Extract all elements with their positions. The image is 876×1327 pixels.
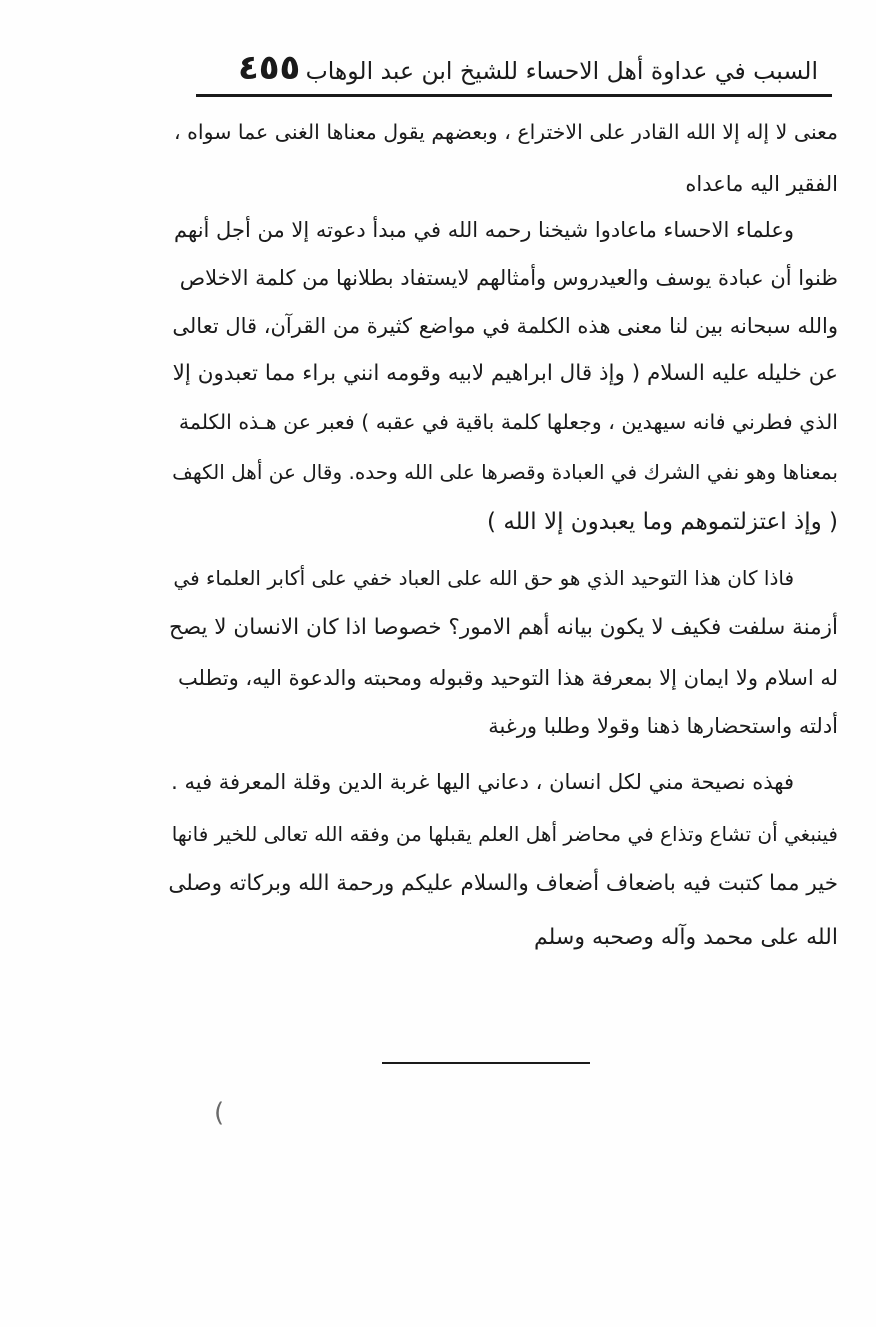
text-line: فهذه نصيحة مني لكل انسان ، دعاني اليها غربة الدين وقلة المعرفة فيه . — [171, 770, 794, 794]
header-rule — [196, 94, 832, 97]
text-line: فاذا كان هذا التوحيد الذي هو حق الله على العباد خفي على أكابر العلماء في — [173, 566, 794, 590]
text-line: فينبغي أن تشاع وتذاع في محاضر أهل العلم يقبلها من وفقه الله تعالى للخير فانها — [171, 822, 838, 846]
text-line: والله سبحانه بين لنا معنى هذه الكلمة في مواضع كثيرة من القرآن، قال تعالى — [172, 314, 838, 338]
text-line: الذي فطرني فانه سيهدين ، وجعلها كلمة باقية في عقبه ) فعبر عن هـذه الكلمة — [178, 410, 838, 434]
page-number: ٤٥٥ — [238, 48, 301, 88]
text-line: الله على محمد وآله وصحبه وسلم — [533, 925, 838, 950]
text-line: ظنوا أن عبادة يوسف والعيدروس وأمثالهم لايستفاد بطلانها من كلمة الاخلاص — [179, 266, 838, 290]
stray-ink-mark: ( — [214, 1098, 225, 1128]
text-line: أدلته واستحضارها ذهنا وقولا وطلبا ورغبة — [488, 714, 838, 738]
text-line: له اسلام ولا ايمان إلا بمعرفة هذا التوحيد وقبوله ومحبته والدعوة اليه، وتطلب — [177, 666, 838, 690]
text-line: معنى لا إله إلا الله القادر على الاختراع ، وبعضهم يقول معناها الغنى عما سواه ، — [174, 120, 838, 144]
text-line: أزمنة سلفت فكيف لا يكون بيانه أهم الامور؟ خصوصا اذا كان الانسان لا يصح — [168, 615, 838, 640]
text-line: وعلماء الاحساء ماعادوا شيخنا رحمه الله في مبدأ دعوته إلا من أجل أنهم — [174, 218, 794, 242]
text-line: بمعناها وهو نفي الشرك في العبادة وقصرها على الله وحده. وقال عن أهل الكهف — [172, 460, 838, 484]
page-header — [190, 48, 830, 94]
text-line: خير مما كتبت فيه باضعاف أضعاف والسلام عليكم ورحمة الله وبركاته وصلى — [168, 871, 838, 896]
running-title: السبب في عداوة أهل الاحساء للشيخ ابن عبد الوهاب — [305, 57, 818, 85]
closing-rule — [382, 1062, 590, 1064]
text-line: ( وإذ اعتزلتموهم وما يعبدون إلا الله ) — [487, 509, 838, 535]
text-line: الفقير اليه ماعداه — [685, 172, 838, 196]
text-line: عن خليله عليه السلام ( وإذ قال ابراهيم لابيه وقومه انني براء مما تعبدون إلا — [172, 361, 838, 386]
